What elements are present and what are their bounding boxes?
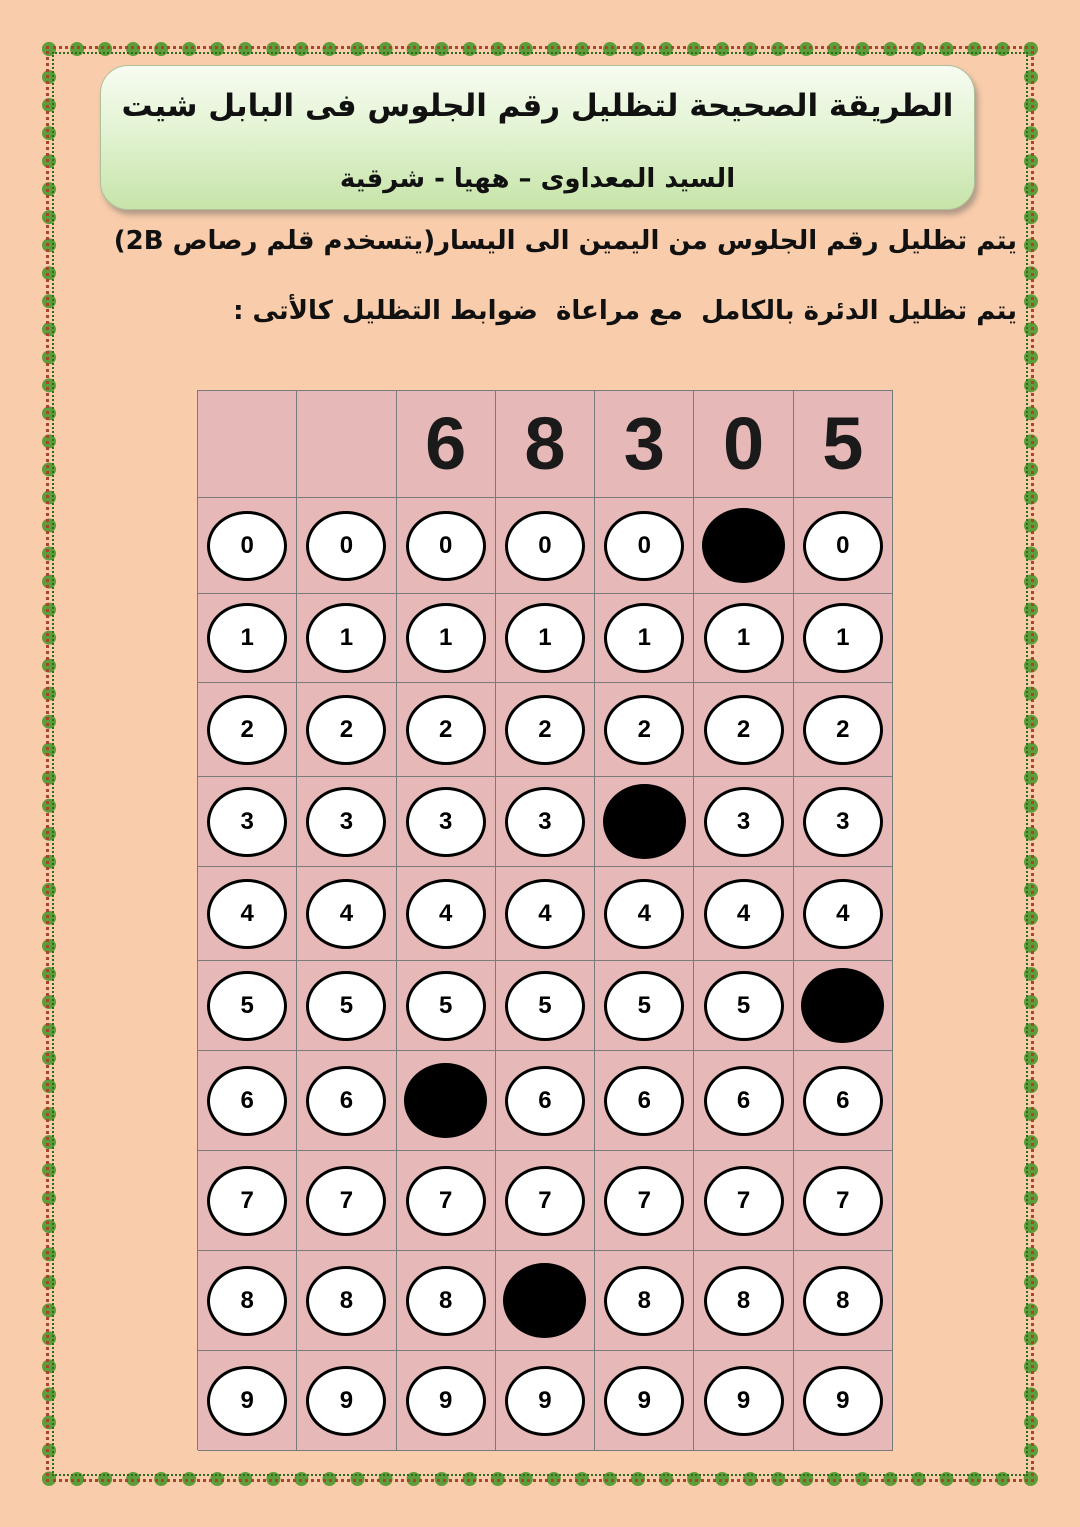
grid-cell <box>496 961 595 1051</box>
bubble-0: 0 <box>406 511 486 581</box>
bubble-0: 0 <box>803 511 883 581</box>
grid-cell <box>694 1151 793 1251</box>
grid-cell <box>694 961 793 1051</box>
bubble-6: 6 <box>704 1066 784 1136</box>
grid-cell <box>496 683 595 777</box>
seat-number-header-cell <box>595 391 694 498</box>
grid-cell <box>397 1251 496 1351</box>
grid-cell <box>297 961 396 1051</box>
bubble-6: 6 <box>604 1066 684 1136</box>
bubble-6: 6 <box>207 1066 287 1136</box>
grid-cell <box>794 594 893 683</box>
grid-cell <box>297 867 396 961</box>
bubble-3: 3 <box>406 787 486 857</box>
bubble-3: 3 <box>207 787 287 857</box>
bubble-5: 5 <box>306 971 386 1041</box>
bubble-4: 4 <box>604 879 684 949</box>
bubble-2: 2 <box>207 695 287 765</box>
bubble-3: 3 <box>505 787 585 857</box>
grid-cell <box>297 1151 396 1251</box>
shaded-bubble-8 <box>503 1263 586 1338</box>
bubble-3: 3 <box>803 787 883 857</box>
grid-cell <box>794 867 893 961</box>
bubble-4: 4 <box>803 879 883 949</box>
grid-cell <box>595 1251 694 1351</box>
grid-cell <box>694 683 793 777</box>
grid-cell <box>397 683 496 777</box>
bubble-3: 3 <box>704 787 784 857</box>
bubble-1: 1 <box>704 603 784 673</box>
grid-cell <box>595 777 694 867</box>
bubble-2: 2 <box>704 695 784 765</box>
page-title: الطريقة الصحيحة لتظليل رقم الجلوس فى البابل شيت <box>121 88 954 124</box>
grid-cell <box>794 961 893 1051</box>
grid-cell <box>198 867 297 961</box>
title-banner <box>100 65 975 210</box>
grid-cell <box>595 498 694 594</box>
bubble-9: 9 <box>505 1366 585 1436</box>
grid-cell <box>397 498 496 594</box>
grid-cell <box>397 1151 496 1251</box>
grid-cell <box>794 1251 893 1351</box>
seat-number-header-cell <box>694 391 793 498</box>
bubble-5: 5 <box>406 971 486 1041</box>
grid-cell <box>297 1251 396 1351</box>
shaded-bubble-0 <box>702 508 785 583</box>
bubble-1: 1 <box>306 603 386 673</box>
bubble-1: 1 <box>406 603 486 673</box>
grid-cell <box>595 683 694 777</box>
bubble-8: 8 <box>207 1266 287 1336</box>
seat-number-header-cell <box>794 391 893 498</box>
seat-number-header-cell <box>198 391 297 498</box>
grid-cell <box>198 1151 297 1251</box>
bubble-9: 9 <box>207 1366 287 1436</box>
grid-cell <box>496 1051 595 1151</box>
shaded-bubble-3 <box>603 784 686 859</box>
grid-cell <box>198 1351 297 1451</box>
bubble-9: 9 <box>306 1366 386 1436</box>
grid-cell <box>198 777 297 867</box>
bubble-5: 5 <box>207 971 287 1041</box>
grid-cell <box>595 594 694 683</box>
grid-cell <box>397 961 496 1051</box>
bubble-0: 0 <box>306 511 386 581</box>
grid-cell <box>297 683 396 777</box>
bubble-7: 7 <box>505 1166 585 1236</box>
seat-number-header-cell <box>297 391 396 498</box>
grid-cell <box>595 1051 694 1151</box>
grid-cell <box>297 1351 396 1451</box>
bubble-1: 1 <box>803 603 883 673</box>
bubble-8: 8 <box>306 1266 386 1336</box>
grid-cell <box>198 1051 297 1151</box>
grid-cell <box>794 777 893 867</box>
grid-cell <box>397 1351 496 1451</box>
grid-cell <box>794 1051 893 1151</box>
grid-cell <box>694 777 793 867</box>
grid-cell <box>694 498 793 594</box>
grid-cell <box>496 498 595 594</box>
grid-cell <box>397 594 496 683</box>
bubble-1: 1 <box>505 603 585 673</box>
bubble-4: 4 <box>306 879 386 949</box>
bubble-8: 8 <box>803 1266 883 1336</box>
grid-cell <box>595 1351 694 1451</box>
bubble-8: 8 <box>604 1266 684 1336</box>
bubble-8: 8 <box>406 1266 486 1336</box>
bubble-4: 4 <box>406 879 486 949</box>
bubble-7: 7 <box>406 1166 486 1236</box>
author-subtitle: السيد المعداوى – ههيا - شرقية <box>339 164 736 194</box>
seat-number-digit: 0 <box>722 402 765 485</box>
bubble-1: 1 <box>207 603 287 673</box>
seat-number-bubble-grid <box>197 390 893 1450</box>
grid-cell <box>397 777 496 867</box>
bubble-2: 2 <box>803 695 883 765</box>
bubble-1: 1 <box>604 603 684 673</box>
grid-cell <box>496 867 595 961</box>
bubble-7: 7 <box>803 1166 883 1236</box>
bubble-2: 2 <box>604 695 684 765</box>
shaded-bubble-5 <box>801 968 884 1043</box>
grid-cell <box>496 1351 595 1451</box>
bubble-4: 4 <box>505 879 585 949</box>
grid-cell <box>794 1151 893 1251</box>
bubble-0: 0 <box>604 511 684 581</box>
grid-cell <box>297 594 396 683</box>
grid-cell <box>496 777 595 867</box>
bubble-2: 2 <box>306 695 386 765</box>
bubble-7: 7 <box>207 1166 287 1236</box>
grid-cell <box>794 683 893 777</box>
seat-number-digit: 5 <box>822 402 864 485</box>
grid-cell <box>694 867 793 961</box>
grid-cell <box>794 498 893 594</box>
grid-cell <box>397 1051 496 1151</box>
bubble-6: 6 <box>803 1066 883 1136</box>
bubble-8: 8 <box>704 1266 784 1336</box>
grid-cell <box>297 498 396 594</box>
grid-cell <box>496 594 595 683</box>
grid-cell <box>198 683 297 777</box>
bubble-4: 4 <box>704 879 784 949</box>
grid-cell <box>198 961 297 1051</box>
bubble-7: 7 <box>306 1166 386 1236</box>
bubble-2: 2 <box>406 695 486 765</box>
grid-cell <box>496 1251 595 1351</box>
grid-cell <box>794 1351 893 1451</box>
grid-cell <box>297 1051 396 1151</box>
bubble-2: 2 <box>505 695 585 765</box>
grid-cell <box>198 594 297 683</box>
grid-cell <box>595 867 694 961</box>
seat-number-header-cell <box>397 391 496 498</box>
grid-cell <box>397 867 496 961</box>
bubble-0: 0 <box>207 511 287 581</box>
bubble-5: 5 <box>704 971 784 1041</box>
bubble-5: 5 <box>604 971 684 1041</box>
bubble-3: 3 <box>306 787 386 857</box>
grid-cell <box>198 1251 297 1351</box>
grid-cell <box>496 1151 595 1251</box>
bubble-9: 9 <box>604 1366 684 1436</box>
bubble-4: 4 <box>207 879 287 949</box>
grid-cell <box>694 1251 793 1351</box>
grid-cell <box>297 777 396 867</box>
bubble-9: 9 <box>803 1366 883 1436</box>
bubble-6: 6 <box>505 1066 585 1136</box>
bubble-7: 7 <box>704 1166 784 1236</box>
bubble-6: 6 <box>306 1066 386 1136</box>
grid-cell <box>694 594 793 683</box>
bubble-5: 5 <box>505 971 585 1041</box>
instruction-line-direction: يتم تظليل رقم الجلوس من اليمين الى اليسار(يتسخدم قلم رصاص 2B) <box>113 226 1017 256</box>
seat-number-digit: 8 <box>524 402 566 485</box>
shaded-bubble-6 <box>404 1063 487 1138</box>
seat-number-header-cell <box>496 391 595 498</box>
grid-cell <box>694 1351 793 1451</box>
bubble-9: 9 <box>406 1366 486 1436</box>
grid-cell <box>198 498 297 594</box>
grid-cell <box>694 1051 793 1151</box>
bubble-9: 9 <box>704 1366 784 1436</box>
grid-cell <box>595 961 694 1051</box>
bubble-7: 7 <box>604 1166 684 1236</box>
bubble-0: 0 <box>505 511 585 581</box>
grid-cell <box>595 1151 694 1251</box>
instruction-line-shading: يتم تظليل الدئرة بالكامل مع مراعاة ضوابط التظليل كالأتى : <box>233 296 1017 326</box>
seat-number-digit: 6 <box>425 402 467 485</box>
seat-number-digit: 3 <box>623 402 665 485</box>
